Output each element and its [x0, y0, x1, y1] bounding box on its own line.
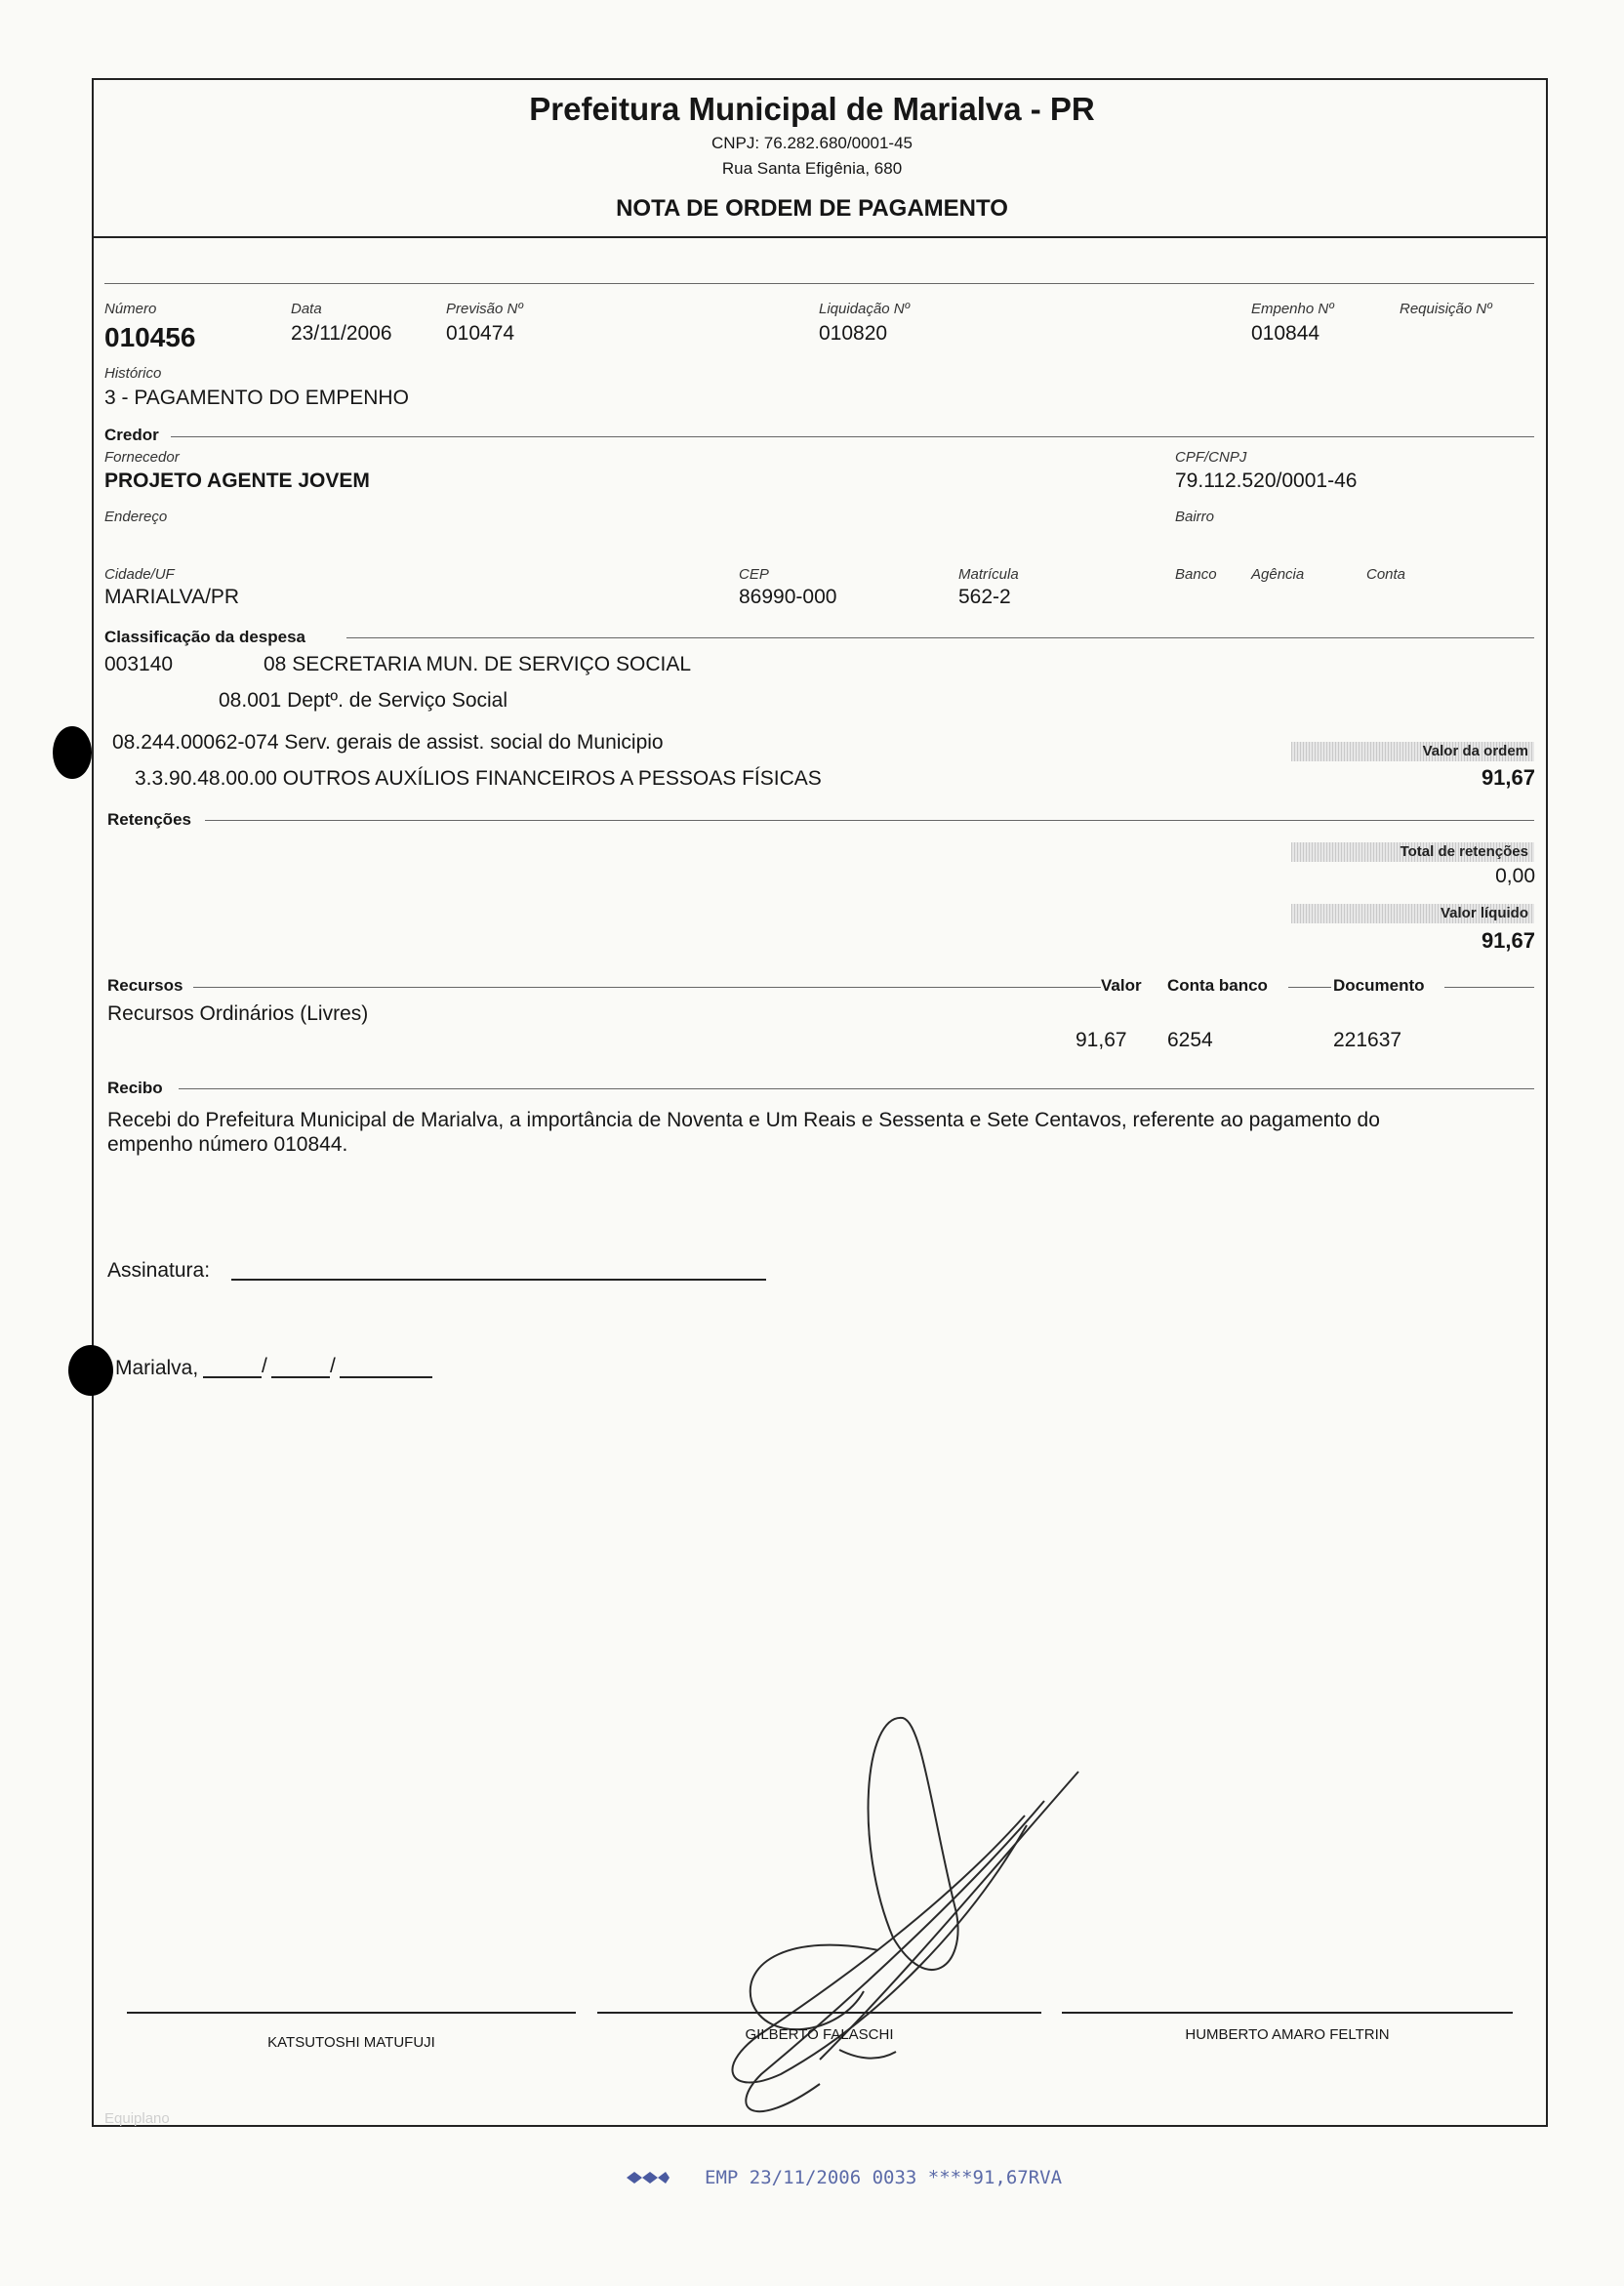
requisicao-label: Requisição Nº — [1400, 301, 1492, 317]
retencoes-section-title: Retenções — [107, 810, 191, 829]
cidade-label: Cidade/UF — [104, 566, 175, 583]
credor-rule — [171, 436, 1534, 437]
agencia-label: Agência — [1251, 566, 1305, 583]
recibo-rule — [179, 1088, 1534, 1089]
signature-line-2 — [597, 2012, 1041, 2014]
municipality-title: Prefeitura Municipal de Marialva - PR — [529, 91, 1095, 127]
recursos-valor: 91,67 — [1076, 1029, 1127, 1051]
fornecedor-value: PROJETO AGENTE JOVEM — [104, 469, 370, 492]
document-title: NOTA DE ORDEM DE PAGAMENTO — [616, 195, 1008, 222]
local-label: Marialva, — [115, 1357, 199, 1379]
data-label: Data — [291, 301, 322, 317]
cep-value: 86990-000 — [739, 586, 837, 608]
banco-label: Banco — [1175, 566, 1217, 583]
recursos-documento: 221637 — [1333, 1029, 1402, 1051]
handwritten-signature — [683, 1698, 1191, 2167]
punch-hole-top — [53, 726, 92, 779]
historico-label: Histórico — [104, 365, 162, 382]
numero-value: 010456 — [104, 322, 196, 352]
recursos-rule-3 — [1444, 987, 1534, 988]
recursos-rule — [193, 987, 1101, 988]
valor-liquido-label: Valor líquido — [1291, 904, 1534, 923]
date-month-line — [271, 1376, 330, 1378]
bairro-label: Bairro — [1175, 509, 1215, 525]
assinatura-line — [231, 1279, 766, 1281]
cidade-value: MARIALVA/PR — [104, 586, 240, 608]
liquidacao-label: Liquidação Nº — [819, 301, 911, 317]
date-day-line — [203, 1376, 262, 1378]
recursos-documento-label: Documento — [1333, 976, 1425, 995]
signature-name-3: HUMBERTO AMARO FELTRIN — [1185, 2026, 1390, 2043]
footer-faint-text: Equiplano — [104, 2110, 170, 2127]
header-separator — [92, 236, 1546, 238]
recibo-text-line1: Recebi do Prefeitura Municipal de Marialva, a importância de Noventa e Um Reais e Sessenta e Sete Centavos, referente ao pagamento do — [107, 1109, 1380, 1131]
info-top-rule — [104, 283, 1534, 284]
empenho-value: 010844 — [1251, 322, 1320, 345]
cpf-cnpj-label: CPF/CNPJ — [1175, 449, 1247, 466]
recursos-valor-label: Valor — [1101, 976, 1142, 995]
cnpj-header: CNPJ: 76.282.680/0001-45 — [710, 134, 914, 152]
total-retencoes-amount: 0,00 — [1495, 865, 1535, 887]
signature-name-2: GILBERTO FALASCHI — [745, 2026, 894, 2043]
date-separator-2: / — [330, 1355, 336, 1377]
valor-ordem-amount: 91,67 — [1481, 765, 1535, 790]
date-separator-1: / — [262, 1355, 267, 1377]
retencoes-rule — [205, 820, 1534, 821]
classificacao-code: 003140 — [104, 653, 174, 675]
signature-name-1: KATSUTOSHI MATUFUJI — [267, 2034, 435, 2051]
valor-ordem-label: Valor da ordem — [1291, 742, 1534, 761]
recursos-conta: 6254 — [1167, 1029, 1213, 1051]
valor-liquido-amount: 91,67 — [1481, 928, 1535, 953]
classificacao-secretaria: 08 SECRETARIA MUN. DE SERVIÇO SOCIAL — [264, 653, 692, 675]
total-retencoes-label: Total de retenções — [1291, 842, 1534, 862]
address-header: Rua Santa Efigênia, 680 — [721, 159, 903, 178]
numero-label: Número — [104, 301, 157, 317]
cpf-cnpj-value: 79.112.520/0001-46 — [1175, 469, 1358, 492]
cep-label: CEP — [739, 566, 769, 583]
classificacao-elemento: 3.3.90.48.00.00 OUTROS AUXÍLIOS FINANCEIROS A PESSOAS FÍSICAS — [135, 767, 822, 790]
recibo-text-line2: empenho número 010844. — [107, 1133, 348, 1156]
previsao-value: 010474 — [446, 322, 515, 345]
punch-hole-bottom — [68, 1345, 113, 1396]
recursos-rule-2 — [1288, 987, 1331, 988]
empenho-label: Empenho Nº — [1251, 301, 1334, 317]
conta-label: Conta — [1366, 566, 1406, 583]
classificacao-departamento: 08.001 Deptº. de Serviço Social — [219, 689, 508, 712]
stamp-logo-icon — [625, 2170, 671, 2185]
matricula-label: Matrícula — [958, 566, 1019, 583]
recibo-section-title: Recibo — [107, 1079, 163, 1097]
date-year-line — [340, 1376, 432, 1378]
assinatura-label: Assinatura: — [107, 1259, 211, 1282]
classificacao-programa: 08.244.00062-074 Serv. gerais de assist. social do Municipio — [112, 731, 664, 754]
data-value: 23/11/2006 — [291, 322, 392, 345]
signature-line-3 — [1062, 2012, 1513, 2014]
mechanical-stamp: EMP 23/11/2006 0033 ****91,67RVA — [705, 2167, 1063, 2188]
recursos-conta-label: Conta banco — [1167, 976, 1268, 995]
classificacao-rule — [346, 637, 1534, 638]
liquidacao-value: 010820 — [819, 322, 888, 345]
fornecedor-label: Fornecedor — [104, 449, 180, 466]
endereco-label: Endereço — [104, 509, 168, 525]
classificacao-section-title: Classificação da despesa — [104, 628, 306, 646]
signature-line-1 — [127, 2012, 576, 2014]
matricula-value: 562-2 — [958, 586, 1011, 608]
historico-value: 3 - PAGAMENTO DO EMPENHO — [104, 387, 409, 409]
previsao-label: Previsão Nº — [446, 301, 523, 317]
credor-section-title: Credor — [104, 426, 159, 444]
recursos-section-title: Recursos — [107, 976, 183, 995]
recursos-descricao: Recursos Ordinários (Livres) — [107, 1002, 369, 1025]
